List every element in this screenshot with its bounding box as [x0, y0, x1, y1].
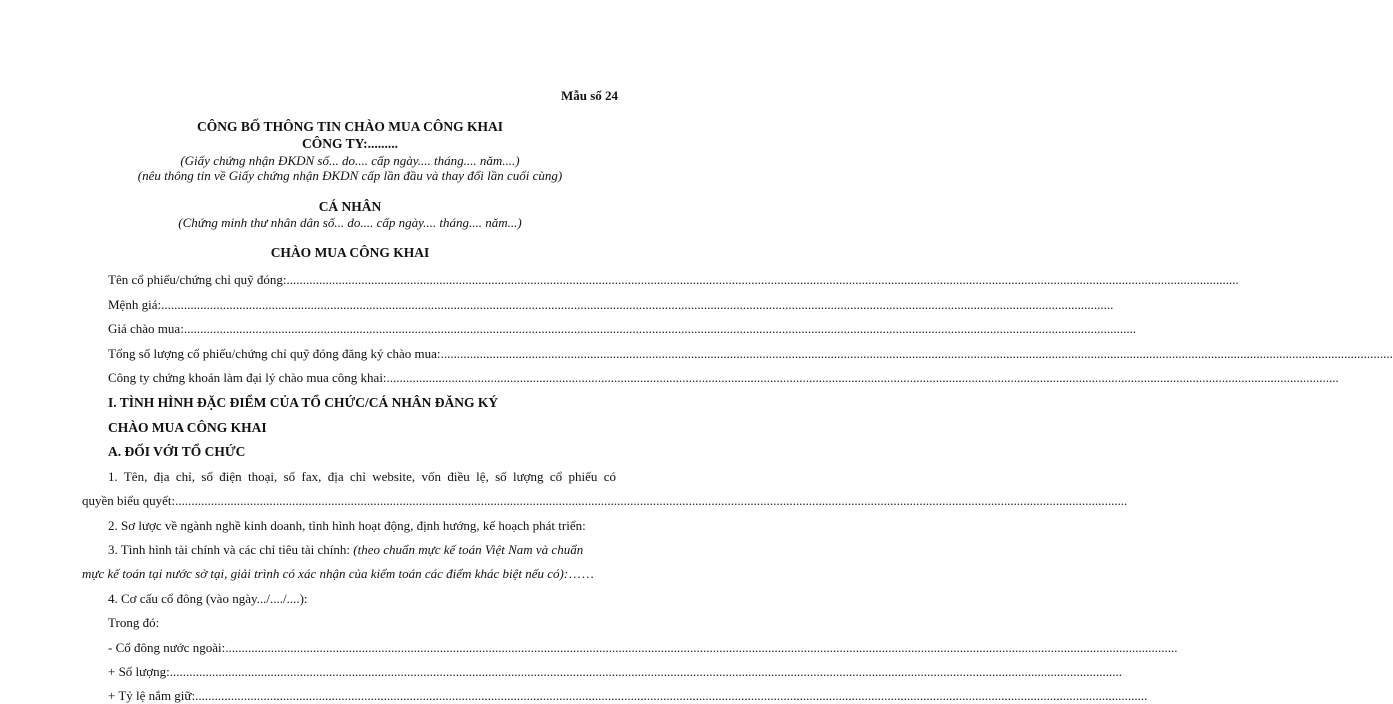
field-agent	[108, 370, 1339, 386]
item-label: quyền biểu quyết:	[82, 493, 176, 508]
field-label: Tổng số lượng cổ phiếu/chứng chỉ quỹ đóng đăng ký chào mua:	[108, 346, 441, 361]
field-foreign-shareholders	[108, 640, 1178, 656]
offer-title: CHÀO MUA CÔNG KHAI	[270, 245, 430, 260]
item-2: 2. Sơ lược về ngành nghề kinh doanh, tình hình hoạt động, định hướng, kế hoạch phát triển:	[108, 518, 586, 533]
company-line: CÔNG TY:.........	[301, 136, 399, 151]
fill-dots: .....................................................................................................................................................................................................................................................................................................	[386, 370, 1339, 385]
fill-dots: .....................................................................................................................................................................................................................................................................................................	[225, 640, 1178, 655]
individual-id: (Chứng minh thư nhân dân số... do.... cấp ngày.... tháng.... năm...)	[178, 215, 522, 230]
item-1-line-1: 1. Tên, địa chỉ, số điện thoại, số fax, địa chỉ website, vốn điều lệ, số lượng cổ phiếu có	[108, 469, 616, 484]
section-a-title: A. ĐỐI VỚI TỔ CHỨC	[108, 444, 246, 459]
field-quantity	[108, 664, 1122, 680]
fill-dots: .....................................................................................................................................................................................................................................................................................................	[175, 493, 1128, 508]
company-certificate: (Giấy chứng nhận ĐKDN số... do.... cấp ngày.... tháng.... năm....)	[180, 153, 520, 168]
fill-dots: .....................................................................................................................................................................................................................................................................................................	[195, 688, 1148, 703]
field-offer-price	[108, 321, 1137, 337]
item-1-line-2	[82, 493, 1128, 509]
fill-dots: .....................................................................................................................................................................................................................................................................................................	[161, 297, 1114, 312]
item-3-ellipsis: ……	[568, 566, 595, 581]
field-label: Giá chào mua:	[108, 321, 184, 336]
in-which-label: Trong đó:	[108, 615, 160, 630]
section-1-title-cont: CHÀO MUA CÔNG KHAI	[108, 420, 267, 435]
field-label: Mệnh giá:	[108, 297, 162, 312]
field-par-value	[108, 297, 1114, 313]
item-3-label: 3. Tình hình tài chính và các chỉ tiêu tài chính:	[108, 542, 354, 557]
item-3-note: (theo chuẩn mực kế toán Việt Nam và chuẩn	[353, 542, 584, 557]
field-ratio	[108, 688, 1148, 704]
field-label: - Cổ đông nước ngoài:	[108, 640, 226, 655]
form-code: Mẫu số 24	[560, 88, 618, 103]
field-label: + Tỷ lệ nắm giữ:	[108, 688, 196, 703]
fill-dots: .....................................................................................................................................................................................................................................................................................................	[183, 321, 1137, 336]
section-1-title: I. TÌNH HÌNH ĐẶC ĐIỂM CỦA TỔ CHỨC/CÁ NHÂN ĐĂNG KÝ	[108, 395, 499, 410]
fill-dots: .....................................................................................................................................................................................................................................................................................................	[286, 272, 1239, 287]
fill-dots: .....................................................................................................................................................................................................................................................................................................	[440, 346, 1393, 361]
field-label: Tên cổ phiếu/chứng chỉ quỹ đóng:	[108, 272, 287, 287]
field-stock-name	[108, 272, 1239, 288]
item-3-line-2	[82, 566, 618, 582]
field-label: + Số lượng:	[108, 664, 170, 679]
field-total-quantity	[108, 346, 1393, 362]
item-4: 4. Cơ cấu cổ đông (vào ngày.../..../....):	[108, 591, 308, 606]
company-certificate-note: (nêu thông tin về Giấy chứng nhận ĐKDN cấp lần đầu và thay đổi lần cuối cùng)	[137, 168, 563, 183]
item-3-note-cont: mực kế toán tại nước sở tại, giải trình có xác nhận của kiểm toán các điểm khác biệt nếu có):	[82, 566, 569, 581]
field-label: Công ty chứng khoán làm đại lý chào mua công khai:	[108, 370, 387, 385]
fill-dots: .....................................................................................................................................................................................................................................................................................................	[169, 664, 1122, 679]
individual-heading: CÁ NHÂN	[318, 199, 382, 214]
document-title: CÔNG BỐ THÔNG TIN CHÀO MUA CÔNG KHAI	[197, 119, 503, 134]
item-3-line-1	[108, 542, 618, 558]
